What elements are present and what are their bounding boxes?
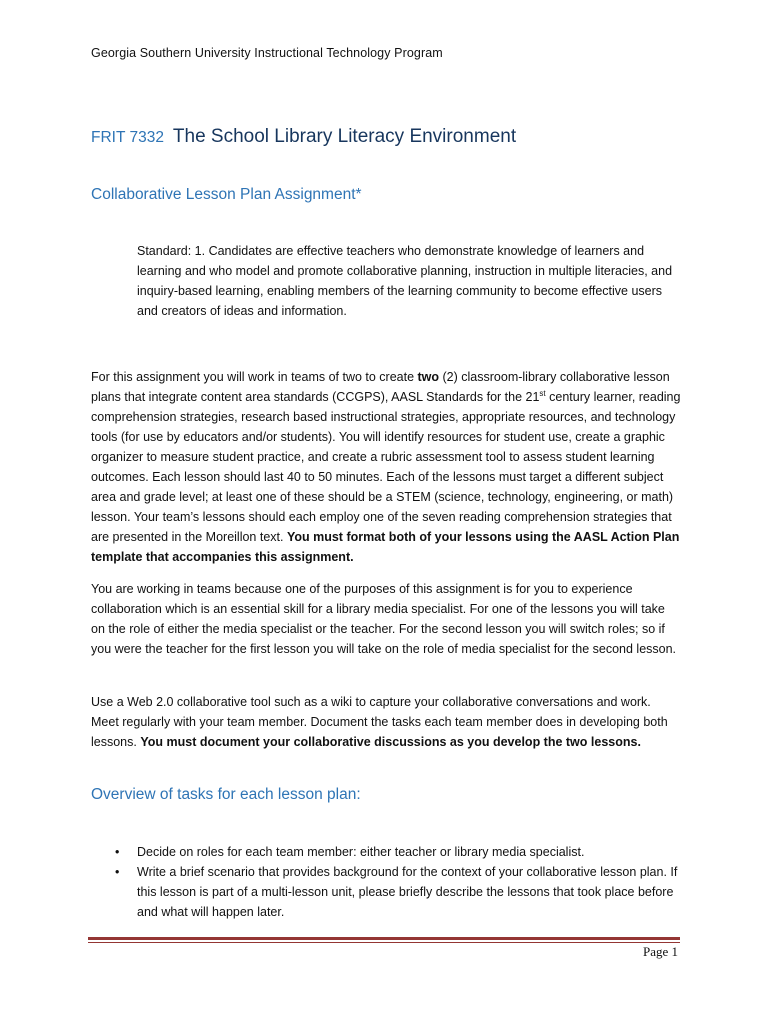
standard-text: Candidates are effective teachers who demonstrate knowledge of learners and learning and who model and promote collaborative planning, instruction in multiple literacies, and inquiry-based learning, enabling members of the learning community to become effective users and creators of ideas and information. xyxy=(137,244,673,318)
task-text: Decide on roles for each team member: either teacher or library media specialist. xyxy=(137,845,585,859)
bullet-icon: • xyxy=(115,845,120,859)
overview-heading: Overview of tasks for each lesson plan: xyxy=(91,786,361,803)
task-text: Write a brief scenario that provides background for the context of your collaborative lesson plan. If this lesson is part of a multi-lesson unit, please briefly describe the lessons that took place before and what will happen later. xyxy=(137,865,678,919)
assignment-paragraph-3 xyxy=(91,692,681,752)
p1-superscript: st xyxy=(539,388,546,398)
p1-part3: century learner, reading comprehension strategies, research based instructional strategies, appropriate resources, and technology tools (for use by educators and/or students). You will identify resources for student use, create a graphic organizer to measure student practice, and create a rubric assessment tool to assess student learning outcomes. Each lesson should last 40 to 50 minutes. Each of the lessons must target a different subject area and grade level; at least one of these should be a STEM (science, technology, engineering, or math) lesson. Your team’s lessons should each employ one of the seven reading comprehension strategies that are presented in the Moreillon text. xyxy=(91,390,681,544)
course-code: FRIT 7332 xyxy=(91,129,164,146)
p1-part1: For this assignment you will work in teams of two to create xyxy=(91,370,418,384)
footer-rule-thin xyxy=(88,942,680,943)
page-title xyxy=(91,126,516,148)
list-item xyxy=(91,862,681,922)
standard-label: Standard: 1. xyxy=(137,244,206,258)
p3-bold: You must document your collaborative discussions as you develop the two lessons. xyxy=(140,735,641,749)
list-item xyxy=(91,842,681,862)
assignment-subtitle: Collaborative Lesson Plan Assignment* xyxy=(91,186,362,203)
course-name: The School Library Literacy Environment xyxy=(172,126,517,147)
task-list xyxy=(91,842,681,922)
p1-part2: (2) classroom-library collaborative lesson plans that integrate content area standards (CCGPS), AASL Standards for the 21 xyxy=(91,370,670,404)
p3-text: Use a Web 2.0 collaborative tool such as a wiki to capture your collaborative conversations and work. Meet regularly with your team member. Document the tasks each team member does in developing both lessons. xyxy=(91,695,668,749)
running-header: Georgia Southern University Instructional Technology Program xyxy=(91,46,443,60)
p1-bold-two: two xyxy=(417,370,440,384)
page-number: Page 1 xyxy=(642,944,678,959)
footer-rule-thick xyxy=(88,937,680,940)
assignment-paragraph-1 xyxy=(91,367,681,567)
p1-bold-end: You must format both of your lessons using the AASL Action Plan template that accompanies this assignment. xyxy=(91,530,680,564)
bullet-icon: • xyxy=(115,865,120,879)
assignment-paragraph-2: You are working in teams because one of the purposes of this assignment is for you to experience collaboration which is an essential skill for a library media specialist. For one of the lessons you will take on the role of either the media specialist or the teacher. For the second lesson you will switch roles; so if you were the teacher for the first lesson you will take on the role of media specialist for the second lesson. xyxy=(91,582,677,656)
standard-block xyxy=(137,241,677,321)
